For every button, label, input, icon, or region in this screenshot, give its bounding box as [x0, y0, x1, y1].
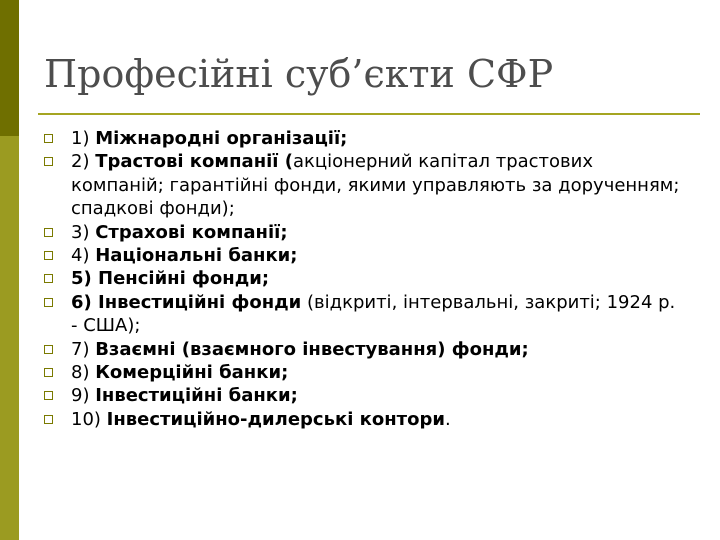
list-item: [42, 408, 682, 431]
list-item-text: (відкриті, інтервальні, закриті; 1924 р. - США);: [71, 291, 676, 337]
list-item-text: Страхові компанії;: [95, 221, 288, 243]
hollow-square-bullet-icon: [44, 134, 53, 143]
list-item-text: 4): [71, 245, 96, 267]
list-item: [42, 221, 682, 244]
list-item: [42, 267, 682, 290]
hollow-square-bullet-icon: [44, 251, 53, 260]
list-item: [42, 384, 682, 407]
list-item-text: Трастові компанії (: [95, 151, 293, 173]
list-item: [42, 291, 682, 338]
hollow-square-bullet-icon: [44, 345, 53, 354]
title-underline: [38, 113, 700, 115]
list-item-text: 1): [71, 128, 96, 149]
list-item-text: 6) Інвестиційні фонди: [71, 291, 302, 313]
hollow-square-bullet-icon: [44, 157, 53, 166]
list-item-text: Комерційні банки;: [95, 362, 289, 384]
hollow-square-bullet-icon: [44, 298, 53, 307]
hollow-square-bullet-icon: [44, 391, 53, 400]
list-item-text: акціонерний капітал трастових компаній; гарантійні фонди, якими управляють за дорученням; спадкові фонди);: [71, 151, 680, 220]
list-item-text: 5) Пенсійні фонди;: [71, 268, 270, 290]
list-item: [42, 127, 682, 150]
list-item-text: Інвестиційні банки;: [95, 385, 298, 407]
list-item-text: Інвестиційно-дилерські контори: [106, 408, 445, 430]
list-item-text: 2): [71, 151, 96, 173]
list-item-text: 3): [71, 221, 96, 243]
list-item: [42, 150, 682, 220]
hollow-square-bullet-icon: [44, 368, 53, 377]
list-item: [42, 244, 682, 267]
bullet-list: [42, 127, 682, 431]
list-item-text: Національні банки;: [95, 245, 298, 267]
list-item: [42, 338, 682, 361]
sidebar-dark-band: [0, 0, 19, 136]
list-item-text: .: [444, 408, 451, 430]
list-item-text: 10): [71, 408, 107, 430]
hollow-square-bullet-icon: [44, 228, 53, 237]
hollow-square-bullet-icon: [44, 274, 53, 283]
list-item: [42, 361, 682, 384]
list-item-text: 9): [71, 385, 96, 407]
sidebar-light-band: [0, 136, 19, 540]
list-item-text: Взаємні (взаємного інвестування) фонди;: [95, 338, 529, 360]
list-item-text: 7): [71, 338, 96, 360]
slide-title: Професійні суб’єкти СФР: [44, 52, 554, 96]
list-item-text: 8): [71, 362, 96, 384]
hollow-square-bullet-icon: [44, 415, 53, 424]
list-item-text: Міжнародні організації;: [95, 128, 348, 149]
